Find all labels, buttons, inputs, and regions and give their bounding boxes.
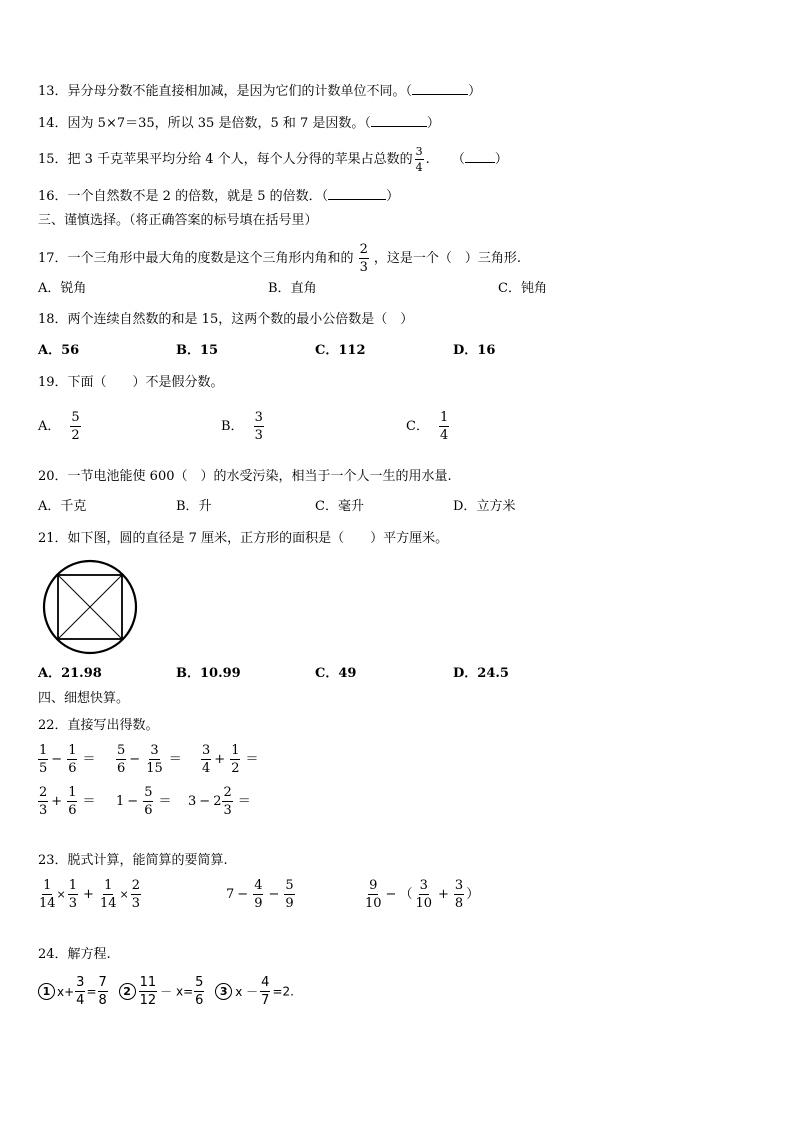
option-c[interactable]: C．49	[315, 666, 357, 681]
option-b[interactable]: B．直角	[268, 281, 317, 296]
question-23	[38, 852, 228, 870]
question-14: 14．因为 5×7＝35，所以 35 是倍数，5 和 7 是因数。（ ）	[38, 116, 440, 131]
section-heading-3: 三、谨慎选择。（将正确答案的标号填在括号里）	[38, 213, 318, 228]
option-a[interactable]: A．21.98	[38, 666, 102, 681]
option-b[interactable]: B．15	[176, 343, 219, 358]
question-text: 一节电池能使 600（ ）的水受污染，相当于一个人一生的用水量.	[67, 469, 452, 484]
question-20	[38, 468, 452, 486]
question-number: 17．	[38, 251, 68, 266]
question-number: 24．	[38, 947, 68, 962]
question-13: 13．异分母分数不能直接相加减，是因为它们的计数单位不同。（ ）	[38, 84, 482, 99]
question-text: 下面（ ）不是假分数。	[67, 375, 224, 390]
question-17: 17．一个三角形中最大角的度数是这个三角形内角和的 $\frac{2}{3}$ ，这是一个（ ）三角形.	[38, 242, 521, 275]
question-number: 16．	[38, 189, 68, 204]
question-number: 13．	[38, 84, 68, 99]
circled-number-1: 1	[38, 983, 55, 1000]
calc-item: $\frac{2}{3}$ + $\frac{1}{6}$ ＝	[39, 785, 96, 818]
question-number: 14．	[38, 116, 68, 131]
option-a[interactable]: A．千克	[38, 499, 87, 514]
answer-blank[interactable]	[371, 114, 427, 127]
option-c[interactable]: C． $\frac{1}{4}$	[406, 410, 449, 443]
circled-number-3: 3	[215, 983, 232, 1000]
calc-item: 1 − $\frac{5}{6}$ ＝	[116, 785, 172, 818]
circle-square-figure	[41, 558, 139, 656]
answer-blank[interactable]	[412, 82, 468, 95]
question-19	[38, 374, 224, 392]
question-text: 直接写出得数。	[67, 718, 159, 733]
option-d[interactable]: D．24.5	[453, 666, 509, 681]
calc-item: $\frac{5}{6}$ − $\frac{3}{15}$ ＝	[117, 743, 182, 776]
option-a[interactable]: A．56	[38, 343, 80, 358]
option-d[interactable]: D．16	[453, 343, 496, 358]
question-18	[38, 311, 413, 329]
calc-item: 3 − 2 $\frac{2}{3}$ ＝	[188, 785, 251, 818]
question-number: 21．	[38, 531, 68, 546]
option-b[interactable]: B．升	[176, 499, 212, 514]
question-21	[38, 530, 448, 548]
calc-expression-1: $\frac{1}{14}$ × $\frac{1}{3}$ + $\frac{1}{14}$ × $\frac{2}{3}$	[39, 878, 140, 911]
question-text: 如下图，圆的直径是 7 厘米，正方形的面积是（ ）平方厘米。	[67, 531, 449, 546]
calc-item: $\frac{3}{4}$ + $\frac{1}{2}$ ＝	[202, 743, 259, 776]
fraction: $\frac{3}{4}$	[415, 145, 423, 174]
option-c[interactable]: C．钝角	[498, 281, 547, 296]
question-number: 20．	[38, 469, 68, 484]
question-text: 异分母分数不能直接相加减，是因为它们的计数单位不同。（	[67, 84, 413, 99]
question-text: 一个自然数不是 2 的倍数，就是 5 的倍数．（	[67, 189, 329, 204]
question-text: 一个三角形中最大角的度数是这个三角形内角和的	[67, 251, 354, 266]
question-number: 19．	[38, 375, 68, 390]
answer-blank[interactable]	[328, 187, 386, 200]
option-c[interactable]: C．112	[315, 343, 366, 358]
question-number: 15．	[38, 152, 68, 167]
question-number: 22．	[38, 718, 68, 733]
option-d[interactable]: D．立方米	[453, 499, 516, 514]
question-16: 16．一个自然数不是 2 的倍数，就是 5 的倍数．（ ）	[38, 189, 400, 204]
section-heading-4: 四、细想快算。	[38, 691, 130, 706]
equation-row: 1 x+ $\frac{3}{4}$ = $\frac{7}{8}$ 2 $\frac{11}{12}$ － x= $\frac{5}{6}$ 3 x － $\frac{4}{7}$ =2.	[38, 976, 294, 1007]
question-text: 解方程.	[67, 947, 111, 962]
fraction: $\frac{2}{3}$	[359, 242, 368, 275]
question-text: 两个连续自然数的和是 15，这两个数的最小公倍数是（ ）	[67, 312, 414, 327]
option-b[interactable]: B．10.99	[176, 666, 241, 681]
question-text: 脱式计算，能简算的要简算.	[67, 853, 228, 868]
option-a[interactable]: A．锐角	[38, 281, 87, 296]
question-22	[38, 717, 159, 735]
question-24	[38, 946, 111, 964]
circled-number-2: 2	[119, 983, 136, 1000]
calc-expression-2: 7 − $\frac{4}{9}$ − $\frac{5}{9}$	[226, 878, 294, 911]
question-number: 23．	[38, 853, 68, 868]
question-15: 15．把 3 千克苹果平均分给 4 个人，每个人分得的苹果占总数的 $\frac{3}{4}$ . （ ）	[38, 145, 508, 174]
calc-expression-3: $\frac{9}{10}$ − （ $\frac{3}{10}$ + $\frac{3}{8}$ ）	[365, 878, 480, 911]
question-text: 因为 5×7＝35，所以 35 是倍数，5 和 7 是因数。（	[67, 116, 371, 131]
answer-blank[interactable]	[465, 150, 495, 163]
option-a[interactable]: A． $\frac{5}{2}$	[38, 410, 80, 443]
calc-item: $\frac{1}{5}$ − $\frac{1}{6}$ ＝	[39, 743, 96, 776]
question-text: 把 3 千克苹果平均分给 4 个人，每个人分得的苹果占总数的	[67, 152, 413, 167]
question-number: 18．	[38, 312, 68, 327]
option-b[interactable]: B． $\frac{3}{3}$	[221, 410, 263, 443]
option-c[interactable]: C．毫升	[315, 499, 364, 514]
